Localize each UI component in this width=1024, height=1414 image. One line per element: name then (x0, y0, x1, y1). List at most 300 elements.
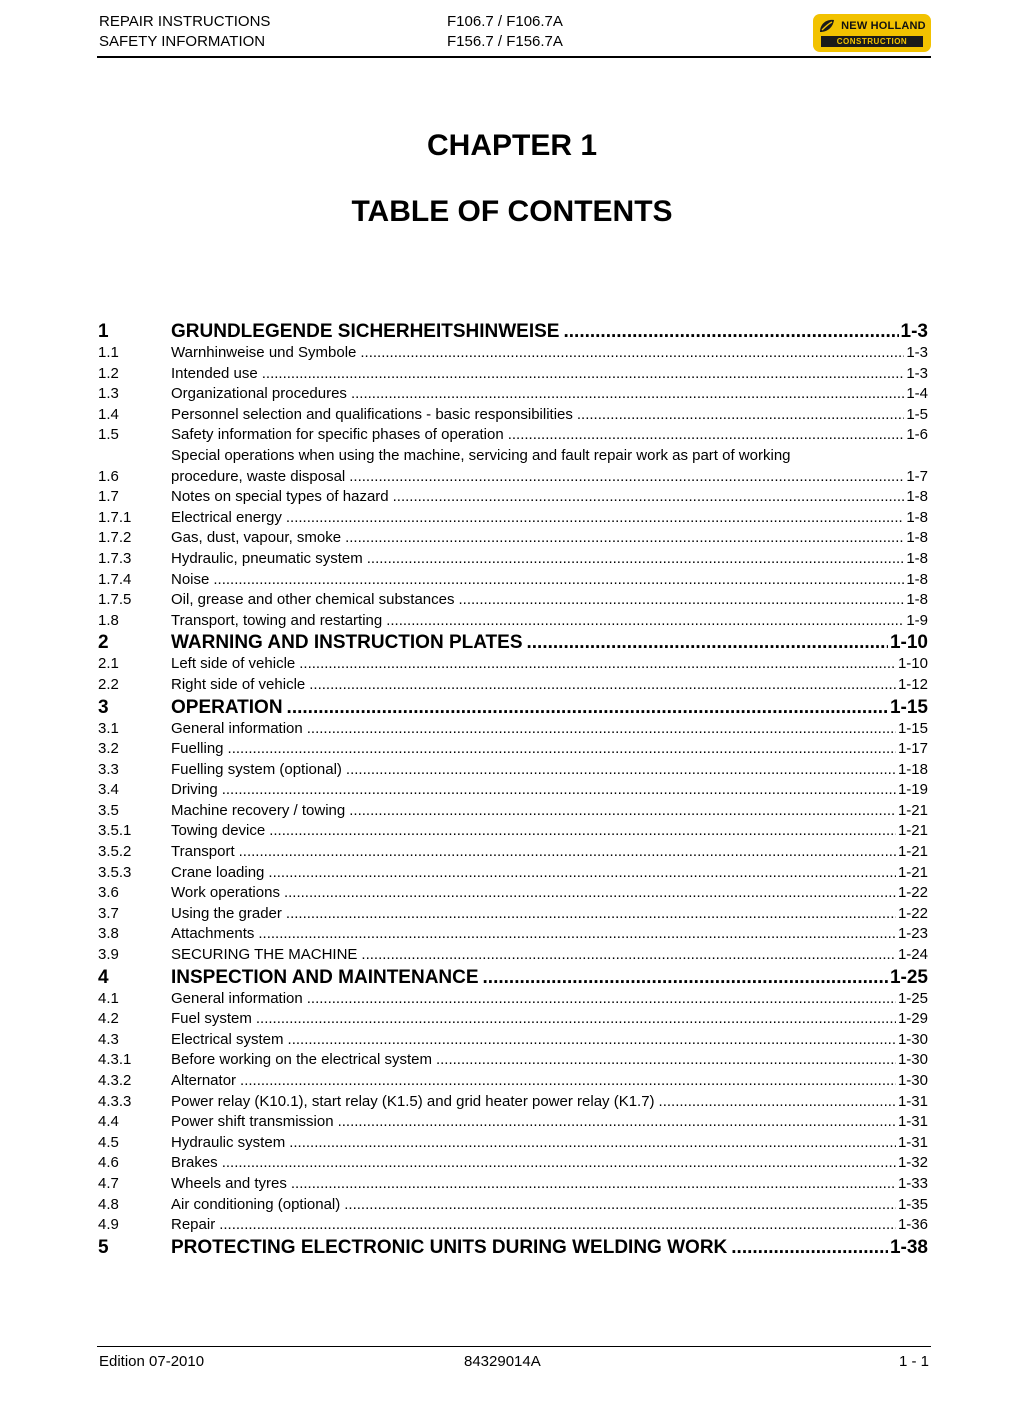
toc-entry-row[interactable] (98, 821, 928, 842)
toc-entry-page: 1-33 (897, 1174, 928, 1192)
toc-entry-line (171, 780, 928, 801)
toc-entry-body (171, 842, 928, 863)
toc-entry-number: 3.5 (98, 801, 119, 819)
toc-entry-row[interactable] (98, 675, 928, 696)
toc-entry-line (171, 675, 928, 696)
chapter-title: CHAPTER 1 (426, 129, 598, 162)
toc-entry-title: Using the grader (171, 904, 286, 925)
dot-leader (436, 1050, 896, 1071)
toc-entry-page: 1-8 (906, 488, 928, 506)
toc-entry-body (171, 549, 928, 570)
toc-entry-row[interactable] (98, 590, 928, 611)
toc-entry-number: 1.7.4 (98, 570, 132, 588)
footer-page-number: 1 - 1 (898, 1353, 929, 1370)
toc-entry-line (171, 989, 928, 1010)
dot-leader (228, 739, 896, 760)
toc-entry-page: 1-4 (906, 385, 928, 403)
toc-entry-title: Intended use (171, 364, 262, 385)
toc-entry-number: 2.1 (98, 655, 119, 673)
toc-entry-line (171, 821, 928, 842)
toc-entry-line (171, 405, 928, 426)
toc-entry-page: 1-5 (906, 405, 928, 423)
toc-entry-body (171, 1236, 928, 1259)
toc-entry-number: 4.7 (98, 1174, 119, 1192)
toc-entry-row[interactable] (98, 1050, 928, 1071)
toc-entry-row[interactable] (98, 1195, 928, 1216)
dot-leader (527, 631, 888, 654)
toc-entry-row[interactable] (98, 719, 928, 740)
toc-entry-row[interactable] (98, 1071, 928, 1092)
toc-entry-title: Fuel system (171, 1009, 256, 1030)
toc-entry-number: 1.7.3 (98, 549, 132, 567)
toc-entry-body (171, 487, 928, 508)
page-footer (97, 1346, 931, 1370)
toc-entry-page: 1-3 (900, 321, 928, 342)
toc-entry-page: 1-24 (897, 946, 928, 964)
toc-entry-page: 1-8 (906, 508, 928, 526)
toc-entry-number: 1.2 (98, 364, 119, 382)
toc-entry-title: Before working on the electrical system (171, 1050, 436, 1071)
toc-entry-number: 3.3 (98, 760, 119, 778)
toc-entry-line (171, 966, 928, 989)
toc-entry-line (171, 364, 928, 385)
toc-entry-line (171, 842, 928, 863)
toc-entry-row[interactable] (98, 1133, 928, 1154)
toc-entry-number: 4.4 (98, 1113, 119, 1131)
toc-entry-title: Fuelling system (optional) (171, 760, 346, 781)
toc-entry-line (171, 1092, 928, 1113)
toc-entry-title: Right side of vehicle (171, 675, 309, 696)
toc-entry-number: 3.1 (98, 719, 119, 737)
toc-entry-number: 4 (98, 966, 109, 988)
toc-entry-line (171, 508, 928, 529)
toc-entry-number: 4.6 (98, 1154, 119, 1172)
toc-entry-body (171, 631, 928, 654)
toc-entry-line (171, 467, 928, 488)
toc-entry-number: 3.2 (98, 740, 119, 758)
toc-entry-line (171, 1215, 928, 1236)
logo-sub-text: CONSTRUCTION (821, 36, 923, 47)
toc-entry-body (171, 1009, 928, 1030)
toc-entry-row[interactable] (98, 1092, 928, 1113)
dot-leader (386, 611, 904, 632)
toc-entry-body (171, 1071, 928, 1092)
toc-entry-body (171, 320, 928, 343)
toc-section-row[interactable] (98, 631, 928, 654)
toc-entry-line (171, 1112, 928, 1133)
toc-entry-title: WARNING AND INSTRUCTION PLATES (171, 631, 527, 654)
toc-entry-body (171, 364, 928, 385)
toc-entry-row[interactable] (98, 1009, 928, 1030)
toc-entry-body (171, 425, 928, 446)
toc-entry-row[interactable] (98, 1153, 928, 1174)
toc-entry-title: Hydraulic system (171, 1133, 289, 1154)
toc-entry-number: 3.7 (98, 904, 119, 922)
dot-leader (458, 590, 904, 611)
toc-entry-body (171, 446, 928, 487)
toc-entry-number: 4.3.3 (98, 1092, 132, 1110)
toc-entry-row[interactable] (98, 611, 928, 632)
dot-leader (659, 1092, 896, 1113)
dot-leader (213, 570, 904, 591)
toc-entry-body (171, 1112, 928, 1133)
toc-entry-title: Left side of vehicle (171, 654, 299, 675)
toc-entry-page: 1-30 (897, 1030, 928, 1048)
toc-entry-body (171, 739, 928, 760)
toc-entry-number: 3.9 (98, 946, 119, 964)
toc-entry-body (171, 1174, 928, 1195)
toc-section-row[interactable] (98, 320, 928, 343)
toc-entry-page: 1-21 (897, 822, 928, 840)
toc-entry-page: 1-7 (906, 467, 928, 485)
toc-entry-line (171, 945, 928, 966)
toc-entry-row[interactable] (98, 904, 928, 925)
toc-entry-line (171, 1195, 928, 1216)
toc-entry-page: 1-8 (906, 591, 928, 609)
dot-leader (361, 945, 896, 966)
header-model-line-2: F156.7 / F156.7A (447, 33, 563, 50)
toc-entry-title: Power shift transmission (171, 1112, 338, 1133)
toc-entry-title: Power relay (K10.1), start relay (K1.5) and grid heater power relay (K1.7) (171, 1092, 659, 1113)
toc-entry-row[interactable] (98, 425, 928, 446)
toc-entry-page: 1-15 (889, 696, 928, 718)
toc-entry-row[interactable] (98, 1174, 928, 1195)
toc-entry-body (171, 508, 928, 529)
toc-section-row[interactable] (98, 966, 928, 989)
toc-entry-page: 1-19 (897, 781, 928, 799)
footer-edition: Edition 07-2010 (99, 1353, 205, 1370)
toc-entry-number: 4.9 (98, 1216, 119, 1234)
dot-leader (268, 863, 896, 884)
toc-entry-row[interactable] (98, 945, 928, 966)
toc-entry-title: Fuelling (171, 739, 228, 760)
toc-entry-title: SECURING THE MACHINE (171, 945, 361, 966)
toc-entry-number: 1.7.5 (98, 591, 132, 609)
toc-entry-number: 1.8 (98, 611, 119, 629)
toc-entry-body (171, 696, 928, 719)
toc-entry-page: 1-8 (906, 549, 928, 567)
page-header (97, 10, 931, 58)
toc-entry-title: Oil, grease and other chemical substances (171, 590, 458, 611)
toc-entry-number: 1.7.1 (98, 508, 132, 526)
dot-leader (309, 675, 896, 696)
toc-entry-number: 5 (98, 1236, 109, 1258)
toc-entry-body (171, 989, 928, 1010)
toc-entry-line (171, 1050, 928, 1071)
toc-entry-number: 3.5.2 (98, 843, 132, 861)
toc-entry-page: 1-9 (906, 611, 928, 629)
toc-entry-body (171, 883, 928, 904)
toc-entry-title: Crane loading (171, 863, 268, 884)
toc-entry-row[interactable] (98, 780, 928, 801)
toc-entry-body (171, 343, 928, 364)
toc-entry-number: 4.3 (98, 1030, 119, 1048)
dot-leader (351, 384, 904, 405)
toc-entry-title: Hydraulic, pneumatic system (171, 549, 367, 570)
dot-leader (219, 1215, 896, 1236)
toc-entry-page: 1-32 (897, 1154, 928, 1172)
toc-entry-title: Alternator (171, 1071, 240, 1092)
dot-leader (291, 1174, 896, 1195)
toc-entry-title: Gas, dust, vapour, smoke (171, 528, 345, 549)
toc-entry-number: 1 (98, 321, 109, 342)
toc-entry-title: OPERATION (171, 696, 287, 719)
toc-entry-row[interactable] (98, 1215, 928, 1236)
toc-entry-number: 3 (98, 696, 109, 718)
toc-entry-number: 3.5.3 (98, 863, 132, 881)
dot-leader (256, 1009, 896, 1030)
toc-entry-page: 1-17 (897, 740, 928, 758)
toc-entry-line (171, 343, 928, 364)
toc-entry-row[interactable] (98, 343, 928, 364)
toc-entry-page: 1-25 (897, 989, 928, 1007)
toc-entry-line (171, 904, 928, 925)
dot-leader (286, 904, 896, 925)
toc-entry-body (171, 1092, 928, 1113)
header-left (99, 12, 270, 52)
dot-leader (239, 842, 896, 863)
toc-entry-line (171, 1133, 928, 1154)
leaf-icon (818, 18, 836, 34)
footer-doc-number: 84329014A (464, 1353, 541, 1370)
toc-entry-body (171, 405, 928, 426)
dot-leader (289, 1133, 896, 1154)
toc-entry-title: INSPECTION AND MAINTENANCE (171, 966, 483, 989)
toc-entry-page: 1-8 (906, 570, 928, 588)
toc-entry-row[interactable] (98, 1112, 928, 1133)
toc-entry-number: 1.5 (98, 426, 119, 444)
toc-entry-number: 1.1 (98, 344, 119, 361)
toc-entry-row[interactable] (98, 760, 928, 781)
toc-entry-body (171, 1195, 928, 1216)
dot-leader (344, 1195, 896, 1216)
toc-entry-page: 1-30 (897, 1072, 928, 1089)
toc-entry-page: 1-15 (897, 719, 928, 737)
toc-section-row[interactable] (98, 1236, 928, 1259)
toc-entry-row[interactable] (98, 863, 928, 884)
toc-title: TABLE OF CONTENTS (351, 195, 673, 228)
toc-entry-row[interactable] (98, 364, 928, 385)
toc-entry-title: Warnhinweise und Symbole (171, 343, 360, 364)
dot-leader (258, 924, 896, 945)
toc-entry-page: 1-8 (906, 529, 928, 547)
toc-entry-body (171, 801, 928, 822)
toc-entry-title: Organizational procedures (171, 384, 351, 405)
toc-entry-title: Electrical energy (171, 508, 286, 529)
toc-entry-page: 1-38 (889, 1236, 928, 1258)
toc-entry-body (171, 590, 928, 611)
toc-entry-row[interactable] (98, 405, 928, 426)
toc-entry-title: General information (171, 719, 307, 740)
toc-entry-body (171, 675, 928, 696)
dot-leader (345, 528, 904, 549)
toc-entry-page: 1-18 (897, 760, 928, 778)
dot-leader (269, 821, 896, 842)
toc-entry-line (171, 384, 928, 405)
toc-entry-row[interactable] (98, 924, 928, 945)
toc-entry-number: 1.3 (98, 385, 119, 403)
toc-entry-title: Wheels and tyres (171, 1174, 291, 1195)
toc-entry-row[interactable] (98, 446, 928, 487)
toc-entry-page: 1-31 (897, 1113, 928, 1131)
toc-entry-line (171, 590, 928, 611)
dot-leader (483, 966, 888, 989)
toc-entry-page: 1-25 (889, 966, 928, 988)
toc-entry-line (171, 739, 928, 760)
toc-entry-line (171, 549, 928, 570)
dot-leader (287, 696, 888, 719)
toc-entry-title: Brakes (171, 1153, 222, 1174)
toc-entry-page: 1-21 (897, 801, 928, 819)
toc-entry-title: Personnel selection and qualifications - basic responsibilities (171, 405, 577, 426)
toc-entry-line (171, 570, 928, 591)
toc-entry-number: 2.2 (98, 675, 119, 693)
toc-entry-line (171, 696, 928, 719)
toc-entry-number: 4.2 (98, 1010, 119, 1028)
toc-entry-body (171, 384, 928, 405)
toc-entry-line (171, 528, 928, 549)
dot-leader (393, 487, 905, 508)
toc-entry-body (171, 904, 928, 925)
dot-leader (288, 1030, 896, 1051)
toc-entry-line (171, 654, 928, 675)
toc-entry-line (171, 425, 928, 446)
toc-entry-number: 4.8 (98, 1195, 119, 1213)
toc-entry-number: 1.6 (98, 467, 119, 485)
toc-entry-body (171, 863, 928, 884)
toc-entry-body (171, 760, 928, 781)
header-safety-information: SAFETY INFORMATION (99, 33, 266, 50)
toc-entry-row[interactable] (98, 801, 928, 822)
toc-entry-body (171, 528, 928, 549)
toc-entry-title: Special operations when using the machine, servicing and fault repair work as part of working (171, 446, 791, 464)
toc-entry-body (171, 966, 928, 989)
dot-leader (731, 1236, 888, 1259)
toc-entry-page: 1-3 (906, 344, 928, 361)
toc-entry-row[interactable] (98, 549, 928, 570)
toc-entry-title: Safety information for specific phases of operation (171, 425, 508, 446)
toc-entry-page: 1-23 (897, 925, 928, 943)
toc-entry-line (171, 611, 928, 632)
toc-entry-line (171, 1174, 928, 1195)
toc-entry-number: 3.6 (98, 884, 119, 902)
toc-entry-row[interactable] (98, 654, 928, 675)
toc-entry-line (171, 320, 928, 343)
toc-entry-title: GRUNDLEGENDE SICHERHEITSHINWEISE (171, 320, 563, 343)
dot-leader (360, 343, 904, 364)
dot-leader (286, 508, 904, 529)
toc-entry-title-continued: procedure, waste disposal (171, 467, 349, 488)
toc-entry-row[interactable] (98, 487, 928, 508)
toc-entry-page: 1-31 (897, 1092, 928, 1110)
toc-entry-page: 1-10 (897, 655, 928, 673)
toc-entry-title: Machine recovery / towing (171, 801, 349, 822)
toc-entry-number: 2 (98, 632, 109, 654)
toc-entry-page: 1-22 (897, 904, 928, 922)
toc-entry-page: 1-21 (897, 843, 928, 861)
toc-entry-line (171, 719, 928, 740)
toc-entry-body (171, 570, 928, 591)
toc-entry-page: 1-12 (897, 675, 928, 693)
toc-entry-page: 1-36 (897, 1216, 928, 1234)
toc-entry-title: Electrical system (171, 1030, 288, 1051)
toc-entry-page: 1-35 (897, 1195, 928, 1213)
toc-entry-page: 1-31 (897, 1133, 928, 1151)
toc-entry-line (171, 1236, 928, 1259)
toc-entry-row[interactable] (98, 1030, 928, 1051)
dot-leader (338, 1112, 896, 1133)
dot-leader (307, 719, 896, 740)
dot-leader (577, 405, 904, 426)
toc-entry-row[interactable] (98, 384, 928, 405)
toc-entry-number: 1.7.2 (98, 529, 132, 547)
toc-entry-title: Transport (171, 842, 239, 863)
toc-entry-line (171, 883, 928, 904)
toc-entry-number: 1.4 (98, 405, 119, 423)
dot-leader (307, 989, 896, 1010)
toc-entry-body (171, 611, 928, 632)
toc-entry-number: 4.1 (98, 989, 119, 1007)
toc-entry-body (171, 654, 928, 675)
toc-entry-title: Work operations (171, 883, 284, 904)
toc-entry-page: 1-10 (889, 632, 928, 654)
toc-entry-page: 1-3 (906, 364, 928, 382)
toc-entry-row[interactable] (98, 508, 928, 529)
logo-brand-text: NEW HOLLAND (841, 20, 926, 32)
toc-entry-body (171, 1153, 928, 1174)
toc-entry-row[interactable] (98, 989, 928, 1010)
toc-entry-body (171, 719, 928, 740)
toc-entry-body (171, 924, 928, 945)
dot-leader (222, 1153, 896, 1174)
toc-entry-page: 1-30 (897, 1051, 928, 1069)
toc-entry-row[interactable] (98, 842, 928, 863)
dot-leader (508, 425, 905, 446)
toc-section-row[interactable] (98, 696, 928, 719)
dot-leader (222, 780, 896, 801)
toc-entry-number: 4.3.1 (98, 1051, 132, 1069)
toc-entry-number: 4.5 (98, 1133, 119, 1151)
dot-leader (563, 320, 898, 343)
toc-entry-line (171, 924, 928, 945)
dot-leader (284, 883, 896, 904)
toc-entry-body (171, 821, 928, 842)
toc-entry-title: Attachments (171, 924, 258, 945)
toc-entry-title: Driving (171, 780, 222, 801)
toc-entry-line (171, 1030, 928, 1051)
toc-entry-row[interactable] (98, 739, 928, 760)
header-model-line-1: F106.7 / F106.7A (447, 13, 563, 30)
toc-entry-body (171, 780, 928, 801)
toc-entry-row[interactable] (98, 528, 928, 549)
header-repair-instructions: REPAIR INSTRUCTIONS (99, 13, 271, 30)
toc-entry-number: 1.7 (98, 488, 119, 506)
toc-entry-row[interactable] (98, 570, 928, 591)
toc-entry-line (171, 863, 928, 884)
toc-entry-body (171, 1133, 928, 1154)
dot-leader (262, 364, 905, 385)
toc-entry-title: Towing device (171, 821, 269, 842)
toc-entry-line (171, 631, 928, 654)
toc-entry-row[interactable] (98, 883, 928, 904)
toc-entry-number: 3.4 (98, 781, 119, 799)
toc-entry-page: 1-21 (897, 863, 928, 881)
toc-entry-line (171, 1009, 928, 1030)
toc-entry-line (171, 801, 928, 822)
new-holland-logo (813, 14, 931, 52)
dot-leader (240, 1071, 896, 1092)
toc-entry-line (171, 760, 928, 781)
